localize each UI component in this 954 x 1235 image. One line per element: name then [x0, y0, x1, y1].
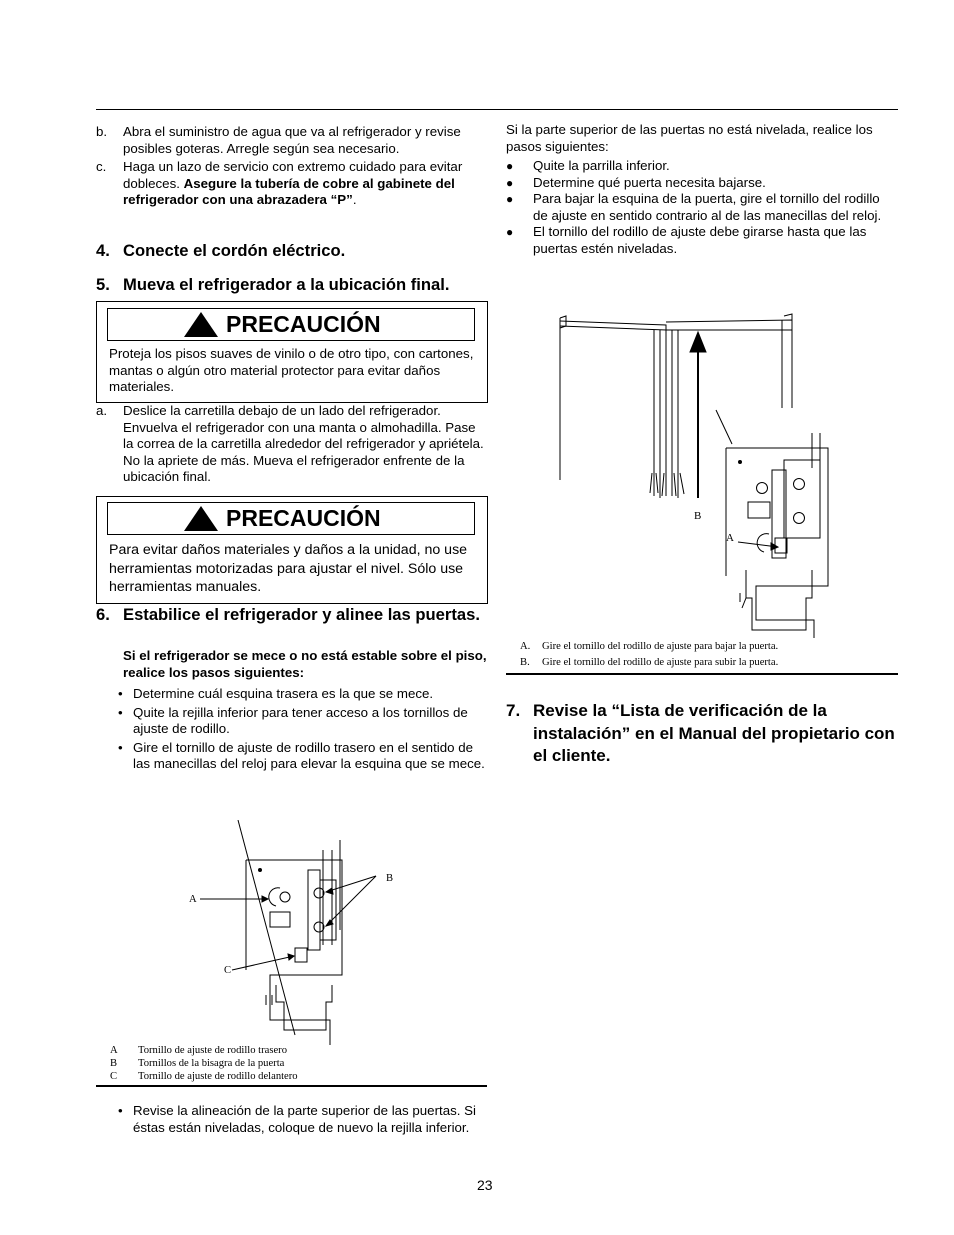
step-6-note: Si el refrigerador se mece o no está estable sobre el piso, realice los pasos siguientes: — [123, 648, 487, 680]
step-5 — [96, 274, 489, 296]
step-4 — [96, 240, 489, 262]
caption-row — [520, 639, 900, 655]
bullet-text: Determine cuál esquina trasera es la que se mece. — [133, 686, 434, 701]
caution-header — [107, 308, 475, 341]
bullet-item — [506, 175, 896, 192]
caption-row — [110, 1044, 490, 1057]
bullet-item — [96, 1103, 476, 1136]
caption-key: B — [110, 1058, 118, 1069]
step-title: Conecte el cordón eléctrico. — [123, 241, 346, 260]
list-text: Haga un lazo de servicio con extremo cuidado para evitar dobleces. — [123, 159, 463, 191]
bullet-text: Para bajar la esquina de la puerta, gire el tornillo del rodillo de ajuste en sentido contrario al de las manecillas del reloj. — [533, 191, 882, 223]
bullet-text: Quite la parrilla inferior. — [533, 158, 670, 173]
list-item-c — [96, 159, 489, 209]
step-title: Estabilice el refrigerador y alinee las puertas. — [123, 605, 480, 624]
list-substep-a — [96, 403, 489, 486]
figure-1-caption — [110, 1044, 490, 1083]
figure-2-rule — [506, 673, 898, 675]
list-substeps-top — [96, 124, 489, 209]
bullet-text: Revise la alineación de la parte superior de las puertas. Si éstas están niveladas, coloque de nuevo la rejilla inferior. — [133, 1103, 476, 1135]
caption-text: Tornillo de ajuste de rodillo trasero — [138, 1045, 288, 1056]
caption-key: C — [110, 1071, 118, 1082]
bullet-icon: • — [118, 686, 123, 701]
door-alignment-figure — [556, 308, 856, 638]
warning-triangle-icon — [184, 312, 218, 337]
bullet-item — [506, 158, 896, 175]
list-text: Deslice la carretilla debajo de un lado del refrigerador. Envuelva el refrigerador con una manta o almohadilla. Pase la correa de la carretilla alrededor del refrigerador y apriétela. No la apriete de más. Mueva el refrigerador enfrente de la ubicación final. — [123, 403, 484, 485]
bullet-icon: • — [118, 1103, 123, 1118]
step-6-bullets — [96, 686, 489, 773]
caution-title: PRECAUCIÓN — [226, 505, 381, 531]
page-number: 23 — [477, 1177, 493, 1193]
bullet-item — [506, 224, 896, 257]
bullet-text: Determine qué puerta necesita bajarse. — [533, 174, 766, 190]
final-bullet-list — [96, 1103, 476, 1136]
header-rule — [96, 109, 898, 110]
step-title: Revise la “Lista de verificación de la instalación” en el Manual del propietario con el cliente. — [533, 701, 895, 765]
bullet-text: Quite la rejilla inferior para tener acceso a los tornillos de ajuste de rodillo. — [133, 704, 468, 737]
bullet-icon: • — [118, 739, 123, 755]
bullet-icon: ● — [506, 225, 514, 240]
step-number: 7. — [506, 701, 521, 720]
bullet-text: Gire el tornillo de ajuste de rodillo trasero en el sentido de las manecillas del reloj para elevar la esquina que se mece. — [133, 739, 485, 772]
warning-triangle-icon — [184, 506, 218, 531]
step-title: Mueva el refrigerador a la ubicación final. — [123, 275, 450, 294]
bullet-item — [96, 740, 489, 773]
figure-1-rule — [96, 1085, 487, 1087]
caption-text: Tornillo de ajuste de rodillo delantero — [138, 1071, 298, 1082]
figure-label-b: B — [386, 873, 394, 884]
caption-row — [110, 1057, 490, 1070]
bullet-icon: • — [118, 704, 123, 720]
list-item-a — [96, 403, 489, 486]
caution-box-2 — [96, 496, 488, 604]
list-marker: a. — [96, 403, 108, 418]
caption-key: A — [110, 1045, 118, 1056]
step-7 — [506, 700, 898, 768]
bullet-item — [96, 686, 489, 703]
caution-text: Proteja los pisos suaves de vinilo o de otro tipo, con cartones, mantas o algún otro material protector para evitar daños materiales. — [109, 346, 474, 395]
caption-key: A. — [520, 641, 531, 652]
caption-text: Gire el tornillo del rodillo de ajuste para subir la puerta. — [542, 657, 779, 668]
step-6 — [96, 604, 489, 626]
caution-text: Para evitar daños materiales y daños a la unidad, no use herramientas motorizadas para ajustar el nivel. Sólo use herramientas manuales. — [109, 542, 468, 595]
step-number: 4. — [96, 241, 110, 260]
bullet-item — [96, 705, 489, 738]
list-text-bold: Asegure la tubería de cobre al gabinete del refrigerador con una abrazadera “P” — [123, 175, 455, 208]
caution-box-1 — [96, 301, 488, 403]
caption-row — [520, 655, 900, 671]
bullet-icon: ● — [506, 159, 514, 173]
list-marker: b. — [96, 124, 108, 139]
roller-adjustment-figure — [180, 820, 410, 1045]
step-number: 5. — [96, 275, 110, 294]
caption-text: Tornillos de la bisagra de la puerta — [138, 1058, 285, 1069]
bullet-text: El tornillo del rodillo de ajuste debe girarse hasta que las puertas estén niveladas. — [533, 224, 867, 256]
right-bullets — [506, 158, 896, 258]
caution-title: PRECAUCIÓN — [226, 311, 381, 337]
figure-label-c: C — [224, 965, 232, 976]
figure-2-caption — [520, 639, 900, 671]
figure-label-b: B — [694, 510, 702, 522]
figure-label-a: A — [726, 532, 734, 544]
list-marker: c. — [96, 159, 107, 175]
list-text: Abra el suministro de agua que va al refrigerador y revise posibles goteras. Arregle según sea necesario. — [123, 124, 461, 156]
bullet-icon: ● — [506, 175, 514, 190]
list-item-b — [96, 124, 489, 157]
list-text-end: . — [352, 192, 357, 208]
caption-text: Gire el tornillo del rodillo de ajuste para bajar la puerta. — [542, 641, 779, 652]
caution-header — [107, 502, 475, 535]
caption-row — [110, 1070, 490, 1083]
bullet-item — [506, 191, 896, 224]
step-number: 6. — [96, 605, 110, 624]
right-intro: Si la parte superior de las puertas no está nivelada, realice los pasos siguientes: — [506, 122, 873, 154]
bullet-icon: ● — [506, 192, 514, 207]
caption-key: B. — [520, 657, 530, 668]
figure-label-a: A — [189, 894, 197, 905]
